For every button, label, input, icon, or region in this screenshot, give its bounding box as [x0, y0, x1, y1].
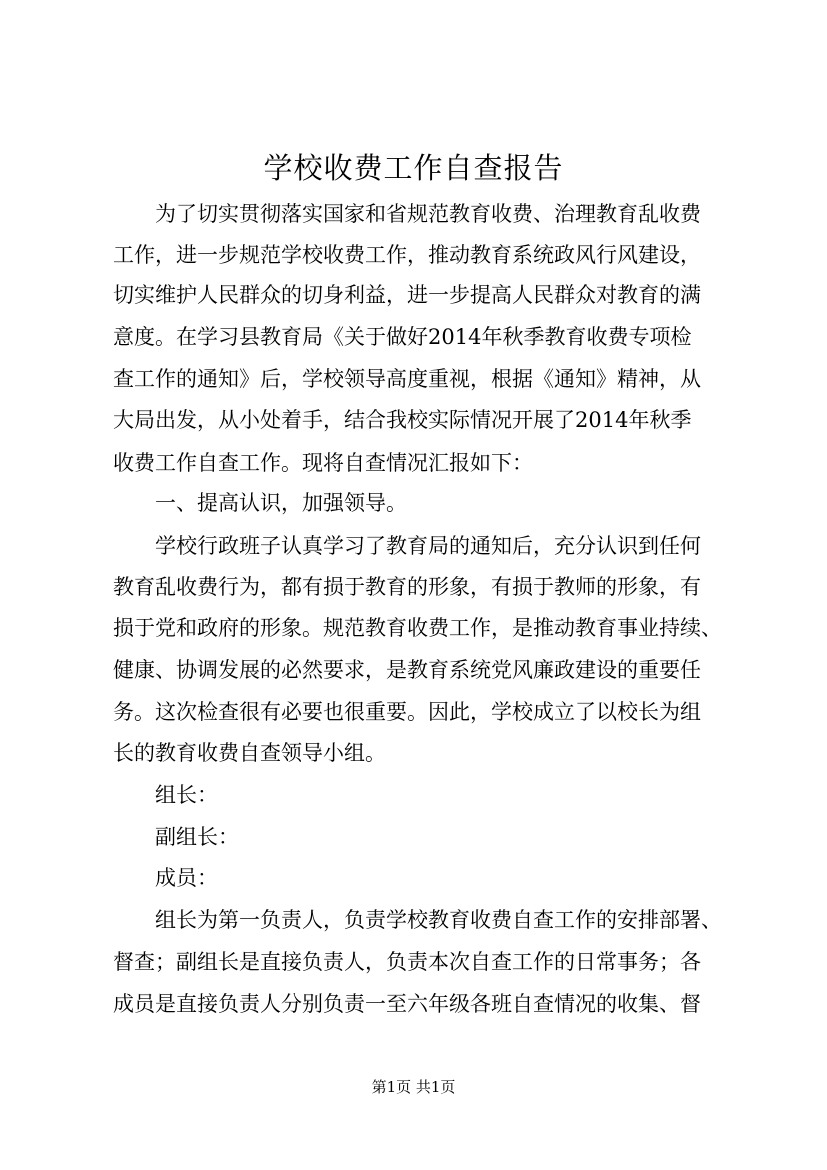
- body-line-15: 督查；副组长是直接负责人，负责本次自查工作的日常事务；各: [113, 950, 701, 974]
- body-line-16: 成员是直接负责人分别负责一至六年级各班自查情况的收集、督: [113, 992, 701, 1016]
- body-line-10: 损于党和政府的形象。规范教育收费工作，是推动教育事业持续、: [113, 616, 722, 640]
- body-line-12: 务。这次检查很有必要也很重要。因此，学校成立了以校长为组: [113, 700, 701, 724]
- body-line-4: 意度。在学习县教育局《关于做好2014年秋季教育收费专项检: [113, 325, 692, 349]
- body-line-14: 组长为第一负责人，负责学校教育收费自查工作的安排部署、: [155, 908, 722, 932]
- body-line-6: 大局出发，从小处着手，结合我校实际情况开展了2014年秋季: [113, 408, 692, 432]
- body-line-9: 教育乱收费行为，都有损于教育的形象，有损于教师的形象，有: [113, 575, 701, 599]
- section-heading-1: 一、提高认识，加强领导。: [155, 491, 407, 515]
- body-line-13: 长的教育收费自查领导小组。: [113, 741, 386, 765]
- body-line-3: 切实维护人民群众的切身利益，进一步提高人民群众对教育的满: [113, 283, 701, 307]
- body-line-5: 查工作的通知》后，学校领导高度重视，根据《通知》精神，从: [113, 367, 701, 391]
- deputy-leader-label: 副组长：: [155, 825, 239, 849]
- body-line-11: 健康、协调发展的必然要求，是教育系统党风廉政建设的重要任: [113, 658, 701, 682]
- document-title: 学校收费工作自查报告: [263, 151, 564, 185]
- body-line-1: 为了切实贯彻落实国家和省规范教育收费、治理教育乱收费: [155, 202, 701, 226]
- page-number-footer: 第1页 共1页: [371, 1078, 456, 1096]
- body-line-2: 工作，进一步规范学校收费工作，推动教育系统政风行风建设，: [113, 243, 701, 267]
- body-line-7: 收费工作自查工作。现将自查情况汇报如下：: [113, 451, 533, 475]
- members-label: 成员：: [155, 866, 218, 890]
- group-leader-label: 组长：: [155, 783, 218, 807]
- body-line-8: 学校行政班子认真学习了教育局的通知后，充分认识到任何: [155, 534, 701, 558]
